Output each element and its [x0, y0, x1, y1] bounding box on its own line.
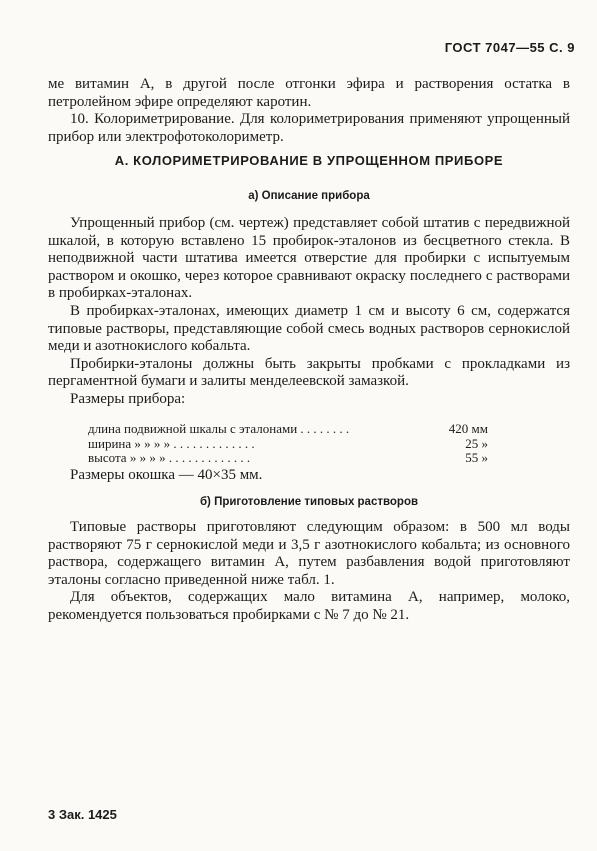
- subsection-b-title: б) Приготовление типовых растворов: [199, 496, 419, 508]
- dimension-value: 25 »: [465, 435, 488, 451]
- dimension-label: высота » » » » . . . . . . . . . . . . .: [88, 450, 251, 465]
- window-size-line: Размеры окошка — 40×35 мм.: [70, 467, 263, 483]
- intro-block: [48, 76, 570, 146]
- preparation-block: [48, 519, 570, 625]
- subsection-a-title: а) Описание прибора: [248, 190, 370, 202]
- dimension-row: [88, 437, 488, 452]
- dimension-row: [88, 422, 488, 437]
- dimension-row: [88, 451, 488, 466]
- preparation-paragraph-2: Для объектов, содержащих мало витамина А, например, молоко, рекомендуется пользоваться пробирками с № 7 до № 21.: [48, 589, 570, 623]
- page-header: ГОСТ 7047—55 С. 9: [444, 40, 575, 55]
- dimension-value: 420 мм: [448, 421, 488, 436]
- window-size-block: [48, 467, 570, 485]
- description-block: [48, 215, 570, 409]
- description-paragraph-3: Пробирки-эталоны должны быть закрыты пробками с прокладками из пергаментной бумаги и залиты менделеевской замазкой.: [48, 355, 570, 390]
- dimension-label: ширина » » » » . . . . . . . . . . . . .: [88, 435, 255, 451]
- section-a-title: А. КОЛОРИМЕТРИРОВАНИЕ В УПРОЩЕННОМ ПРИБОРЕ: [114, 153, 504, 168]
- dimensions-heading: Размеры прибора:: [70, 390, 186, 407]
- dimensions-list: [88, 422, 488, 466]
- intro-paragraph-2: 10. Колориметрирование. Для колориметрирования применяют упрощенный прибор или электрофотоколориметр.: [48, 111, 570, 145]
- dimension-label: длина подвижной шкалы с эталонами . . . . . . . .: [88, 421, 350, 436]
- order-number-footer: 3 Зак. 1425: [48, 807, 117, 822]
- description-paragraph-2: В пробирках-эталонах, имеющих диаметр 1 см и высоту 6 см, содержатся типовые растворы, представляющие собой смесь водных растворов сернокислой меди и азотнокислого кобальта.: [48, 302, 570, 355]
- description-paragraph-1: Упрощенный прибор (см. чертеж) представляет собой штатив с передвижной шкалой, в которую вставлено 15 пробирок-эталонов из бесцветного стекла. В неподвижной части штатива имеется отверстие для пробирки с испытуемым раствором и окошко, через которое сравнивают окраску последнего с растворами в пробирках-эталонах.: [48, 215, 570, 302]
- preparation-paragraph-1: Типовые растворы приготовляют следующим образом: в 500 мл воды растворяют 75 г сернокислой меди и 3,5 г азотнокислого кобальта; из основного раствора, содержащего витамин А, путем разбавления водой приготовляют эталоны согласно приведенной ниже табл. 1.: [48, 519, 570, 588]
- dimension-value: 55 »: [465, 450, 488, 465]
- intro-paragraph-1: ме витамин А, в другой после отгонки эфира и растворения остатка в петролейном эфире определяют каротин.: [48, 76, 570, 110]
